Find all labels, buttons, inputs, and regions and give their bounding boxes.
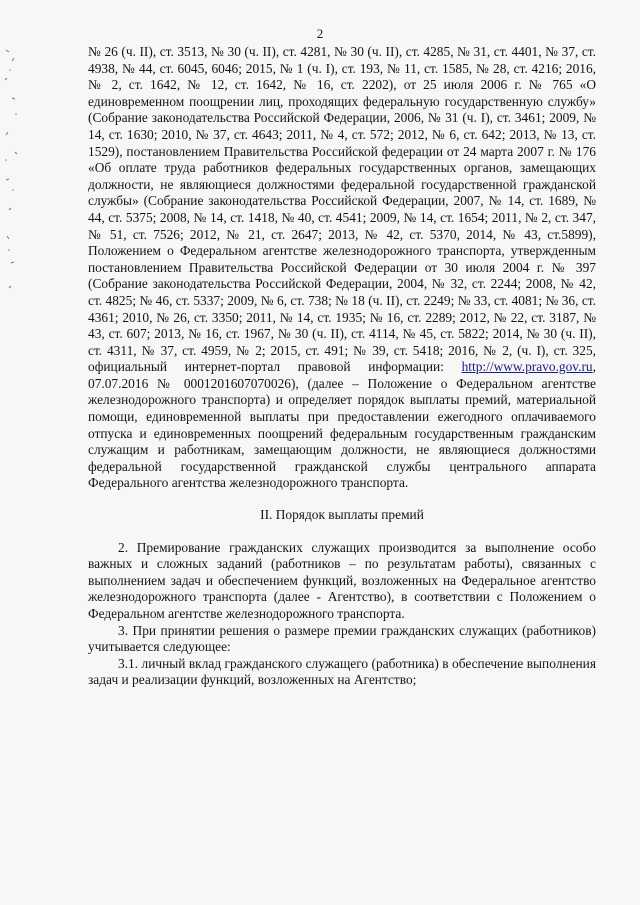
continuation-paragraph <box>88 44 596 492</box>
section-heading: II. Порядок выплаты премий <box>260 507 424 523</box>
paragraph-2: 2. Премирование гражданских служащих производится за выполнение особо важных и сложных заданий (работников – по результатам работы), связанных с выполнением задач и обеспечением функций, возложенных на Федеральное агентство железнодорожного транспорта (далее - Агентство), в соответствии с Положением о Федеральном агентстве железнодорожного транспорта. <box>88 539 596 621</box>
paragraph-3: 3. При принятии решения о размере премии гражданских служащих (работников) учитывается следующее: <box>88 622 596 655</box>
paragraph-3-1: 3.1. личный вклад гражданского служащего (работника) в обеспечение выполнения задач и реализации функций, возложенных на Агентство; <box>88 655 596 688</box>
pravo-gov-link[interactable]: http://www.pravo.gov.ru <box>461 359 593 375</box>
document-body <box>88 44 596 689</box>
continuation-text: № 26 (ч. II), ст. 3513, № 30 (ч. II), ст. 4281, № 30 (ч. II), ст. 4285, № 31, ст. 4401, № 37, ст. 4938, № 44, ст. 6045, 6046; 2015, № 1 (ч. I), ст. 193, № 11, ст. 1585, № 28, ст. 4216; 2016, № 2, ст. 1642, № 12, ст. 1642, № 16, ст. 2202), от 25 июля 2006 г. № 765 «О единовременном поощрении лиц, проходящих федеральную государственную службу» (Собрание законодательства Российской Федерации, 2006, № 31 (ч. I), ст. 3461; 2009, № 14, ст. 1630; 2010, № 37, ст. 4643; 2011, № 4, ст. 572; 2012, № 6, ст. 642; 2013, № 13, ст. 1529), постановлением Правительства Российской федерации от 24 марта 2007 г. № 176 «Об оплате труда работников федеральных государственных органов, замещающих должности, не являющиеся должностями федеральной государственной гражданской службы» (Собрание законодательства Российской Федерации, 2007, № 14, ст. 1689, № 44, ст. 5375; 2008, № 14, ст. 1418, № 40, ст. 4541; 2009, № 14, ст. 1654; 2011, № 2, ст. 347, № 51, ст. 7526; 2012, № 21, ст. 2647; 2013, № 42, ст. 5370, 2014, № 43, ст.5899), Положением о Федеральном агентстве железнодорожного транспорта, утвержденным постановлением Правительства Российской Федерации от 30 июля 2004 г. № 397 (Собрание законодательства Российской Федерации, 2004, № 32, ст. 2244; 2008, № 42, ст. 4825; № 46, ст. 5337; 2009, № 6, ст. 738; № 18 (ч. II), ст. 2249; № 33, ст. 4081; № 36, ст. 4361; 2010, № 26, ст. 3350; 2011, № 14, ст. 1935; № 16, ст. 2289; 2012, № 22, ст. 3187, № 43, ст. 607; 2013, № 16, ст. 1967, № 30 (ч. II), ст. 4114, № 45, ст. 5822; 2014, № 30 (ч. II), ст. 4311, № 37, ст. 4959, № 2; 2015, ст. 491; № 39, ст. 5418; 2016, № 2, (ч. I), ст. 325, официальный интернет-портал правовой информации: <box>88 44 596 375</box>
continuation-text-end: , 07.07.2016 № 0001201607070026), (далее – Положение о Федеральном агентстве железнодорожного транспорта) и определяет порядок выплаты премий, материальной помощи, единовременной выплаты при предоставлении ежегодного оплачиваемого отпуска и единовременных поощрений федеральным государственным гражданским служащим и работникам, замещающим должности, не являющиеся должностями федеральной государственной гражданской службы центрального аппарата Федерального агентства железнодорожного транспорта. <box>88 359 596 491</box>
scan-edge-marks <box>0 40 22 300</box>
page-number: 2 <box>316 26 324 41</box>
